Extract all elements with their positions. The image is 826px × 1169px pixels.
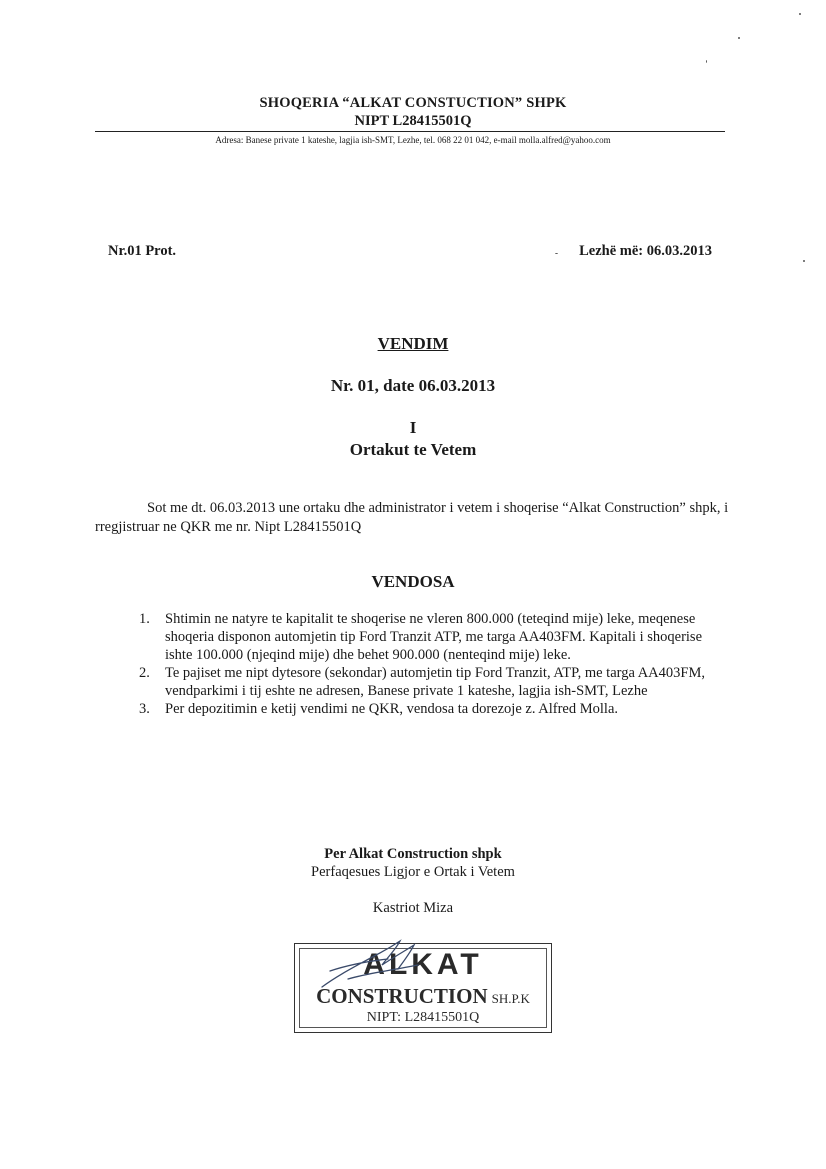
company-nipt: NIPT L28415501Q [354, 113, 472, 129]
place-date: Lezhë më: 06.03.2013 [579, 243, 712, 259]
signature-company: Per Alkat Construction shpk [324, 846, 502, 862]
list-item [135, 610, 705, 664]
handwritten-signature [318, 935, 428, 995]
company-address: Adresa: Banese private 1 kateshe, lagjia ish-SMT, Lezhe, tel. 068 22 01 042, e-mail molla.alfred@yahoo.com [215, 135, 611, 145]
item-text: Te pajiset me nipt dytesore (sekondar) automjetin tip Ford Tranzit, ATP, me targa AA403FM, vendparkimi i tij eshte ne adresen, Banese private 1 kateshe, lagjia ish-SMT, Lezhe [165, 665, 705, 699]
item-text: Per depozitimin e ketij vendimi ne QKR, vendosa ta dorezoje z. Alfred Molla. [165, 701, 619, 717]
stamp-nipt: NIPT: L28415501Q [366, 1010, 480, 1025]
list-item [135, 700, 705, 718]
document-subtitle: Ortakut te Vetem [349, 440, 477, 459]
item-number: 1. [139, 611, 150, 627]
scan-speck [799, 13, 801, 15]
roman-numeral: I [409, 418, 417, 437]
item-text: Shtimin ne natyre te kapitalit te shoqerise ne vleren 800.000 (teteqind mije) leke, meqenese shoqeria disponon automjetin tip Ford Tranzit ATP, me targa AA403FM. Kapitali i shoqerise ishte 100.000 (njeqind mije) dhe behet 900.000 (nenteqind mije) leke. [165, 611, 703, 663]
list-item [135, 664, 705, 700]
document-title: VENDIM [377, 334, 449, 353]
scan-speck [803, 260, 805, 262]
signatory-name: Kastriot Miza [372, 900, 454, 916]
decisions-heading: VENDOSA [371, 572, 455, 591]
header-divider [95, 131, 725, 132]
company-name: SHOQERIA “ALKAT CONSTUCTION” SHPK [259, 95, 567, 111]
stamp-logo: ALKAT [363, 948, 483, 981]
stamp-construction: CONSTRUCTION [316, 984, 488, 1008]
item-number: 3. [139, 701, 150, 717]
scan-speck [706, 60, 707, 63]
item-number: 2. [139, 665, 150, 681]
signature-role: Perfaqesues Ligjor e Ortak i Vetem [311, 864, 515, 880]
scan-speck [738, 37, 740, 39]
scan-speck [555, 253, 558, 254]
intro-paragraph [95, 499, 735, 537]
decisions-list [135, 610, 705, 718]
protocol-number: Nr.01 Prot. [108, 243, 177, 259]
intro-text: Sot me dt. 06.03.2013 une ortaku dhe administrator i vetem i shoqerise “Alkat Construction” shpk, i rregjistruar ne QKR me nr. Nipt L28415501Q [95, 500, 729, 535]
decision-number: Nr. 01, date 06.03.2013 [330, 376, 496, 395]
stamp-suffix: SH.P.K [491, 991, 530, 1006]
